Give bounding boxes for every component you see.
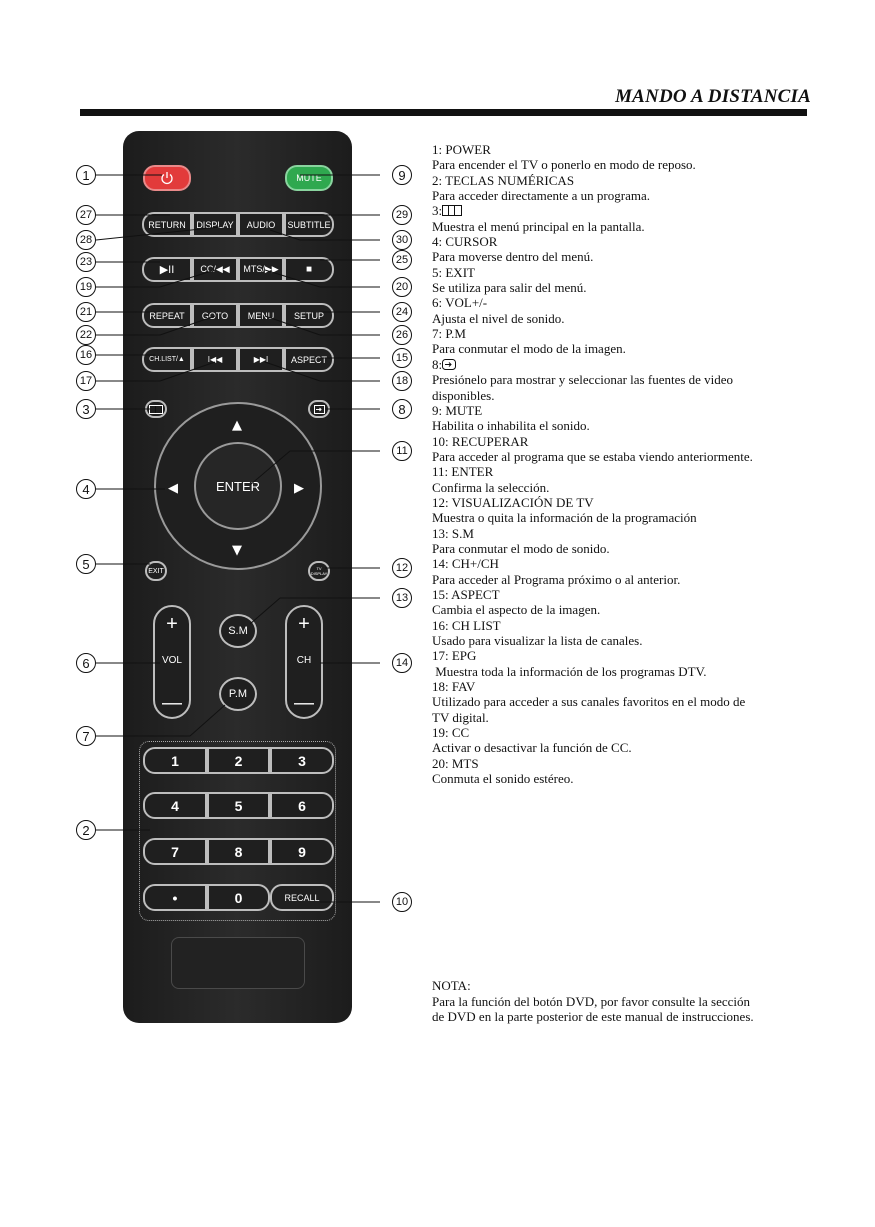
callout-8: 8 [392, 399, 412, 419]
note-line: Para la función del botón DVD, por favor consulte la sección [432, 993, 751, 1009]
callout-22: 22 [76, 325, 96, 345]
desc-line-menu [432, 203, 822, 218]
desc-line: 10: RECUPERAR [432, 433, 529, 449]
key-1[interactable]: 1 [143, 747, 207, 774]
audio-button[interactable]: AUDIO [238, 212, 284, 237]
up-arrow-button[interactable]: ▲ [232, 418, 242, 433]
callout-17: 17 [76, 371, 96, 391]
display-button[interactable]: DISPLAY [192, 212, 238, 237]
mts-forward-button[interactable]: MTS/▶▶ [238, 257, 284, 282]
callout-7: 7 [76, 726, 96, 746]
callout-5: 5 [76, 554, 96, 574]
desc-line: 20: MTS [432, 755, 479, 771]
note-block [432, 978, 754, 1025]
desc-line: Confirma la selección. [432, 479, 550, 495]
page-title: MANDO A DISTANCIA [615, 86, 811, 107]
desc-line: 11: ENTER [432, 464, 494, 480]
desc-line: Usado para visualizar la lista de canales. [432, 633, 643, 648]
desc-line-source [432, 357, 822, 372]
callout-4: 4 [76, 479, 96, 499]
cc-rewind-button[interactable]: CC/◀◀ [192, 257, 238, 282]
desc-line: 16: CH LIST [432, 617, 501, 633]
subtitle-button[interactable]: SUBTITLE [284, 212, 334, 237]
tv-display-button[interactable]: TV DISPLAY [308, 561, 330, 581]
callout-20: 20 [392, 277, 412, 297]
ch-list-button[interactable]: CH.LIST/▲ [142, 347, 192, 372]
callout-1: 1 [76, 165, 96, 185]
desc-line: 18: FAV [432, 679, 476, 695]
menu-button[interactable]: MENU [238, 303, 284, 328]
desc-line: 19: CC [432, 725, 470, 741]
desc-line: 13: S.M [432, 525, 474, 541]
callout-28: 28 [76, 230, 96, 250]
setup-button[interactable]: SETUP [284, 303, 334, 328]
desc-line: Utilizado para acceder a sus canales favoritos en el modo de [432, 694, 746, 710]
callout-11: 11 [392, 441, 412, 461]
function-descriptions [432, 142, 822, 786]
right-arrow-button[interactable]: ▶ [294, 481, 304, 496]
callout-25: 25 [392, 250, 412, 270]
note-line: de DVD en la parte posterior de este manual de instrucciones. [432, 1009, 754, 1025]
desc-line: Para moverse dentro del menú. [432, 249, 594, 265]
repeat-button[interactable]: REPEAT [142, 303, 192, 328]
desc-line: 12: VISUALIZACIÓN DE TV [432, 494, 594, 510]
key-0[interactable]: 0 [207, 884, 270, 911]
key-dot[interactable]: • [143, 884, 207, 911]
callout-6: 6 [76, 653, 96, 673]
callout-26: 26 [392, 325, 412, 345]
pm-button[interactable]: P.M [219, 677, 257, 711]
enter-button[interactable]: ENTER [194, 442, 282, 530]
return-button[interactable]: RETURN [142, 212, 192, 237]
channel-down[interactable]: — [294, 692, 314, 714]
source-input-icon [442, 359, 456, 370]
callout-29: 29 [392, 205, 412, 225]
desc-line: TV digital. [432, 709, 489, 725]
desc-line: Activar o desactivar la función de CC. [432, 740, 632, 756]
callout-23: 23 [76, 252, 96, 272]
desc-line: 7: P.M [432, 326, 466, 342]
callout-21: 21 [76, 302, 96, 322]
key-9[interactable]: 9 [270, 838, 334, 865]
desc-line: Muestra o quita la información de la programación [432, 510, 697, 526]
desc-line: Para conmutar el modo de la imagen. [432, 341, 626, 357]
desc-line: Conmuta el sonido estéreo. [432, 771, 574, 787]
note-heading: NOTA: [432, 978, 471, 993]
desc-line: Para encender el TV o ponerlo en modo de reposo. [432, 157, 696, 173]
desc-line: disponibles. [432, 387, 495, 403]
sm-button[interactable]: S.M [219, 614, 257, 648]
desc-line: Muestra toda la información de los programas DTV. [432, 663, 707, 679]
next-track-button[interactable]: ▶▶I [238, 347, 284, 372]
callout-18: 18 [392, 371, 412, 391]
desc-label: 3: [432, 203, 443, 219]
callout-3: 3 [76, 399, 96, 419]
goto-button[interactable]: GOTO [192, 303, 238, 328]
desc-line: Para acceder al programa que se estaba viendo anteriormente. [432, 448, 753, 464]
exit-button[interactable]: EXIT [145, 561, 167, 581]
desc-line: Presiónelo para mostrar y seleccionar las fuentes de video [432, 372, 734, 388]
callout-19: 19 [76, 277, 96, 297]
callout-15: 15 [392, 348, 412, 368]
callout-9: 9 [392, 165, 412, 185]
volume-down[interactable]: — [162, 692, 182, 714]
desc-line: Para acceder directamente a un programa. [432, 188, 650, 204]
volume-label: VOL [161, 655, 182, 666]
desc-line: 1: POWER [432, 142, 491, 157]
callout-10: 10 [392, 892, 412, 912]
prev-track-button[interactable]: I◀◀ [192, 347, 238, 372]
callout-2: 2 [76, 820, 96, 840]
recall-button[interactable]: RECALL [270, 884, 334, 911]
channel-up[interactable]: + [298, 613, 310, 635]
callout-16: 16 [76, 345, 96, 365]
menu-grid-icon [442, 205, 462, 216]
desc-line: Ajusta el nivel de sonido. [432, 310, 565, 326]
desc-line: Se utiliza para salir del menú. [432, 280, 587, 296]
desc-line: Para conmutar el modo de sonido. [432, 540, 610, 556]
key-3[interactable]: 3 [270, 747, 334, 774]
key-4[interactable]: 4 [143, 792, 207, 819]
desc-line: 17: EPG [432, 648, 477, 664]
callout-13: 13 [392, 588, 412, 608]
stop-button[interactable]: ■ [284, 257, 334, 282]
key-8[interactable]: 8 [207, 838, 270, 865]
desc-line: Para acceder al Programa próximo o al anterior. [432, 571, 681, 587]
play-pause-button[interactable]: ▶II [142, 257, 192, 282]
desc-line: Habilita o inhabilita el sonido. [432, 418, 590, 434]
desc-line: 5: EXIT [432, 264, 475, 280]
desc-line: 15: ASPECT [432, 586, 500, 602]
left-arrow-button[interactable]: ◀ [168, 481, 178, 496]
desc-line: Cambia el aspecto de la imagen. [432, 602, 601, 618]
desc-line: 9: MUTE [432, 402, 483, 418]
desc-line: Muestra el menú principal en la pantalla. [432, 218, 645, 234]
desc-line: 2: TECLAS NUMÉRICAS [432, 172, 575, 188]
callout-12: 12 [392, 558, 412, 578]
callout-24: 24 [392, 302, 412, 322]
aspect-button[interactable]: ASPECT [284, 347, 334, 372]
down-arrow-button[interactable]: ▼ [232, 543, 242, 558]
key-6[interactable]: 6 [270, 792, 334, 819]
channel-label: CH [296, 655, 312, 666]
mute-button[interactable]: MUTE [285, 165, 333, 191]
key-2[interactable]: 2 [207, 747, 270, 774]
desc-line: 6: VOL+/- [432, 295, 488, 311]
desc-line: 4: CURSOR [432, 234, 498, 250]
key-7[interactable]: 7 [143, 838, 207, 865]
callout-27: 27 [76, 205, 96, 225]
key-5[interactable]: 5 [207, 792, 270, 819]
volume-up[interactable]: + [166, 613, 178, 635]
callout-14: 14 [392, 653, 412, 673]
callout-30: 30 [392, 230, 412, 250]
desc-label: 8: [432, 356, 443, 372]
desc-line: 14: CH+/CH [432, 556, 499, 572]
